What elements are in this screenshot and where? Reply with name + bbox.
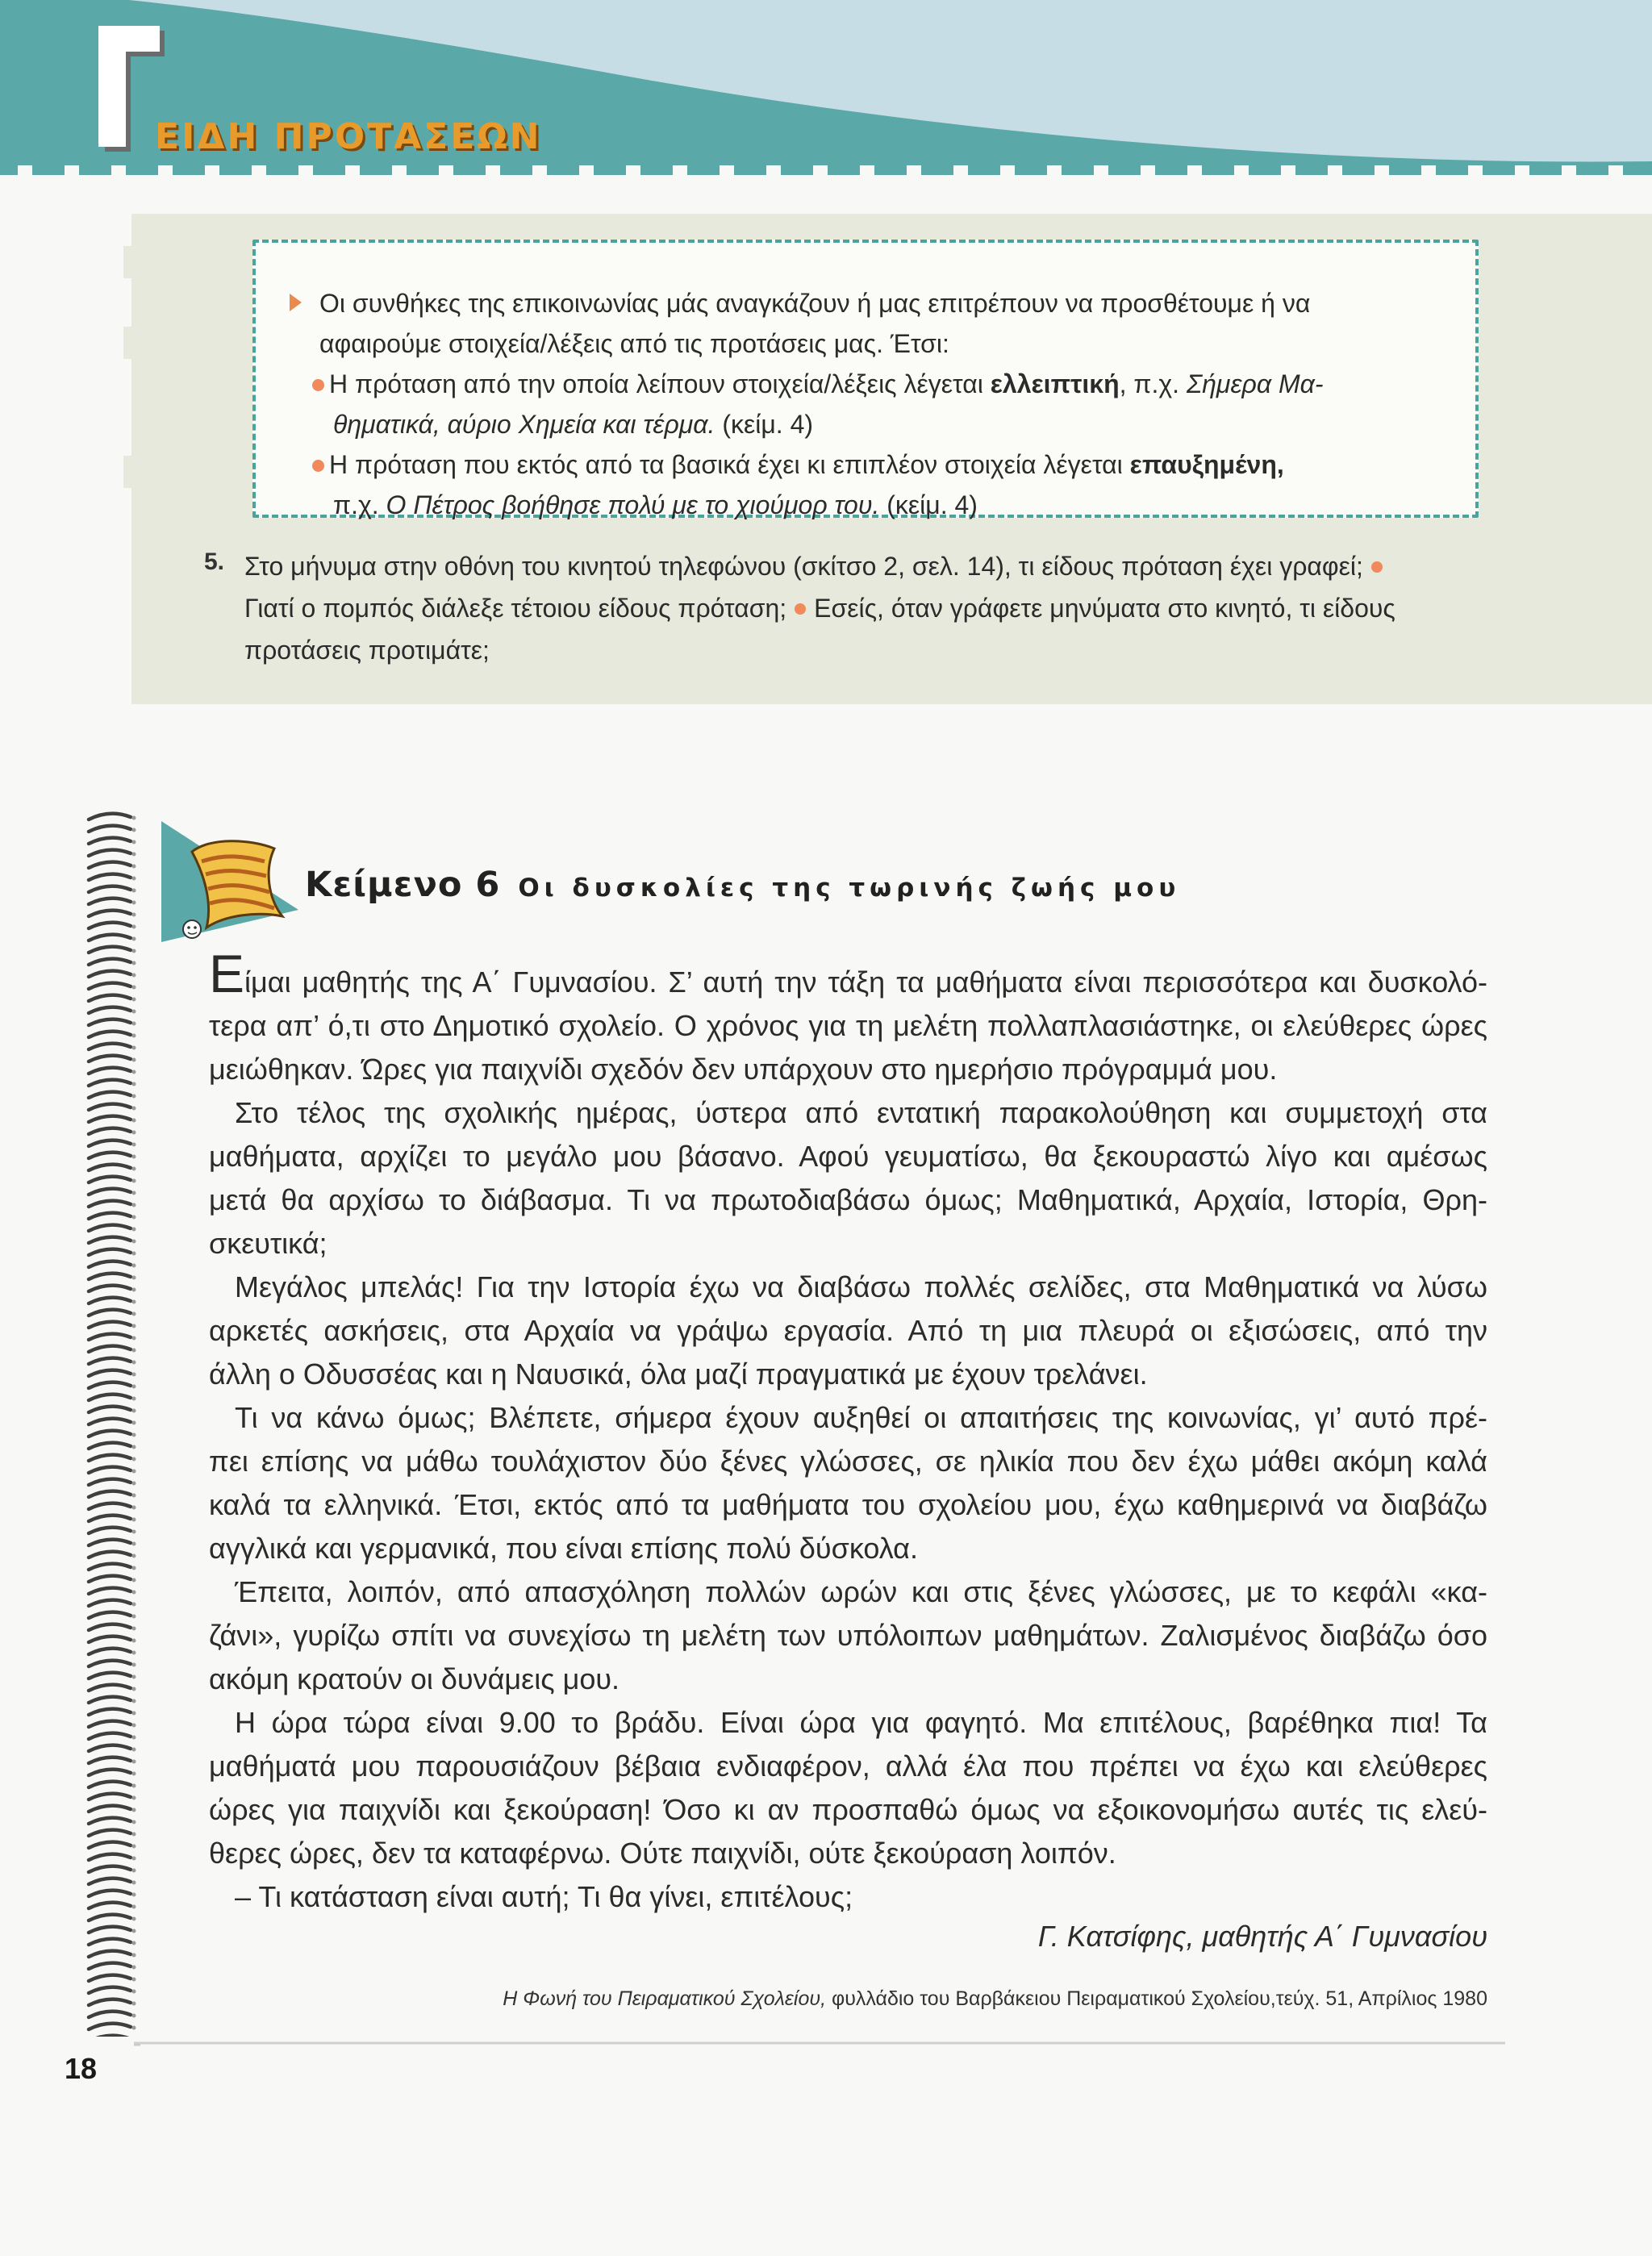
exercise-5 xyxy=(244,545,1495,671)
text-line: θερες ώρες, δεν τα καταφέρνω. Ούτε παιχνίδι, ούτε ξεκούραση λοιπόν. xyxy=(209,1837,1116,1870)
text-line: Στο τέλος της σχολικής ημέρας, ύστερα από εντατική παρακολούθηση και συμμετοχή στα xyxy=(235,1096,1487,1129)
b2-eg: π.χ. xyxy=(333,490,386,519)
text-line: Η ώρα τώρα είναι 9.00 το βράδυ. Είναι ώρα για φαγητό. Μα επιτέλους, βαρέθηκα πια! Τα xyxy=(235,1706,1487,1739)
bullet-dot-icon xyxy=(312,379,324,391)
b2-term: επαυξημένη, xyxy=(1129,450,1284,479)
theory-intro-line-2: αφαιρούμε στοιχεία/λέξεις από τις προτάσεις μας. Έτσι: xyxy=(319,329,949,358)
text-line: άλλη ο Οδυσσέας και η Ναυσικά, όλα μαζί πραγματικά με έχουν τρελάνει. xyxy=(209,1357,1148,1391)
text-line: σκευτικά; xyxy=(209,1227,327,1260)
b2-example: Ο Πέτρος βοήθησε πολύ με το χιούμορ του. xyxy=(386,490,880,519)
bullet-dot-icon xyxy=(1371,561,1383,573)
scroll-reading-icon xyxy=(161,821,298,950)
b1-ref: (κείμ. 4) xyxy=(715,410,814,439)
text-line: – Τι κατάσταση είναι αυτή; Τι θα γίνει, επιτέλους; xyxy=(235,1880,853,1913)
triangle-bullet-icon xyxy=(290,294,302,311)
text-author: Γ. Κατσίφης, μαθητής Α΄ Γυμνασίου xyxy=(1037,1920,1487,1953)
drop-cap: Ε xyxy=(209,944,245,1003)
text-line: μαθήματά μου παρουσιάζουν βέβαια ενδιαφέρον, αλλά έλα που πρέπει να έχω και ελεύθερες xyxy=(209,1749,1487,1783)
text-line: πει επίσης να μάθω τουλάχιστον δύο ξένες γλώσσες, σε ηλικία που δεν έχω μάθει ακόμη καλά xyxy=(209,1445,1487,1478)
page-number: 18 xyxy=(65,2052,98,2085)
header-wave-graphic xyxy=(0,0,1652,194)
source-details: φυλλάδιο του Βαρβάκειου Πειραματικού Σχολείου,τεύχ. 51, Απρίλιος 1980 xyxy=(826,1987,1487,2010)
b1-term: ελλειπτική xyxy=(990,369,1120,398)
bullet-dot-icon xyxy=(312,460,324,472)
theory-intro xyxy=(319,283,1310,364)
text-line: αρκετές ασκήσεις, στα Αρχαία να γράψω εργασία. Από τη μια πλευρά οι εξισώσεις, από την xyxy=(209,1314,1487,1347)
text-line: μετά θα αρχίσω το διάβασμα. Τι να πρωτοδιαβάσω όμως; Μαθηματικά, Αρχαία, Ιστορία, Θρη- xyxy=(209,1183,1487,1216)
text-6-label: Κείμενο 6 xyxy=(305,865,501,905)
source-title: Η Φωνή του Πειραματικού Σχολείου, xyxy=(503,1987,827,2010)
text-line: Τι να κάνω όμως; Βλέπετε, σήμερα έχουν αυξηθεί οι απαιτήσεις της κοινωνίας, γι’ αυτό πρέ- xyxy=(235,1401,1487,1434)
text-line: Μεγάλος μπελάς! Για την Ιστορία έχω να διαβάσω πολλές σελίδες, στα Μαθηματικά να λύσω xyxy=(235,1270,1487,1303)
b1-example-2: θηματικά, αύριο Χημεία και τέρμα. xyxy=(333,410,715,439)
b2-ref: (κείμ. 4) xyxy=(879,490,978,519)
text-line: ζάνι», γυρίζω σπίτι να συνεχίσω τη μελέτη των υπόλοιπων μαθημάτων. Ζαλισμένος διαβάζω όσο xyxy=(209,1619,1487,1652)
text-6-heading xyxy=(305,865,1180,905)
text-line: Έπειτα, λοιπόν, από απασχόληση πολλών ωρών και στις ξένες γλώσσες, με το κεφάλι «κα- xyxy=(235,1575,1487,1608)
b1-text: Η πρόταση από την οποία λείπουν στοιχεία/λέξεις λέγεται xyxy=(329,369,991,398)
text-source xyxy=(503,1987,1487,2011)
exercise-number: 5. xyxy=(204,548,225,575)
bullet-dot-icon xyxy=(795,603,806,615)
theory-intro-line-1: Οι συνθήκες της επικοινωνίας μάς αναγκάζουν ή μας επιτρέπουν να προσθέτουμε ή να xyxy=(319,289,1311,318)
text-line: καλά τα ελληνικά. Έτσι, εκτός από τα μαθήματα του σχολείου μου, έχω καθημερινά να διαβάζω xyxy=(209,1488,1487,1521)
text-line: Είμαι μαθητής της Α΄ Γυμνασίου. Σ’ αυτή την τάξη τα μαθήματα είναι περισσότερα και δυσκολό- xyxy=(209,944,1487,1003)
exercise-line-2a: Γιατί ο πομπός διάλεξε τέτοιου είδους πρόταση; xyxy=(244,594,787,623)
text-line: ακόμη κρατούν οι δυνάμεις μου. xyxy=(209,1662,620,1695)
notebook-spiral-graphic xyxy=(86,811,140,2053)
b2-text: Η πρόταση που εκτός από τα βασικά έχει κι επιπλέον στοιχεία λέγεται xyxy=(329,450,1130,479)
text-6-body xyxy=(209,944,1487,1919)
text-line: αγγλικά και γερμανικά, που είναι επίσης πολύ δύσκολα. xyxy=(209,1532,918,1565)
theory-bullet-augmented xyxy=(312,444,1458,525)
b1-example-1: Σήμερα Μα- xyxy=(1186,369,1324,398)
theory-box xyxy=(252,240,1479,518)
panel-edge-decoration xyxy=(123,214,140,704)
text-line: τερα απ’ ό,τι στο Δημοτικό σχολείο. Ο χρόνος για τη μελέτη πολλαπλασιάστηκε, οι ελεύθερες ώρες xyxy=(209,1009,1487,1042)
text-line: ώρες για παιχνίδι και ξεκούραση! Όσο κι αν προσπαθώ όμως να εξοικονομήσω αυτές τις ελεύ- xyxy=(209,1793,1487,1826)
chapter-header xyxy=(0,0,1652,194)
b1-eg: , π.χ. xyxy=(1119,369,1187,398)
exercise-line-3: προτάσεις προτιμάτε; xyxy=(244,636,490,665)
chapter-title: ΕΙΔΗ ΠΡΟΤΑΣΕΩΝ xyxy=(155,116,542,157)
text-6-title: Οι δυσκολίες της τωρινής ζωής μου xyxy=(518,874,1181,903)
exercise-line-1: Στο μήνυμα στην οθόνη του κινητού τηλεφώνου (σκίτσο 2, σελ. 14), τι είδους πρόταση έχει γραφεί; xyxy=(244,552,1363,581)
exercise-line-2b: Εσείς, όταν γράφετε μηνύματα στο κινητό, τι είδους xyxy=(814,594,1395,623)
text-line: μειώθηκαν. Ώρες για παιχνίδι σχεδόν δεν υπάρχουν στο ημερήσιο πρόγραμμά μου. xyxy=(209,1053,1278,1086)
notebook-bottom-line xyxy=(134,2039,1505,2047)
theory-bullet-elliptical xyxy=(312,364,1458,444)
text-line: μαθήματα, αρχίζει το μεγάλο μου βάσανο. Αφού γευματίσω, θα ξεκουραστώ λίγο και αμέσως xyxy=(209,1140,1487,1173)
